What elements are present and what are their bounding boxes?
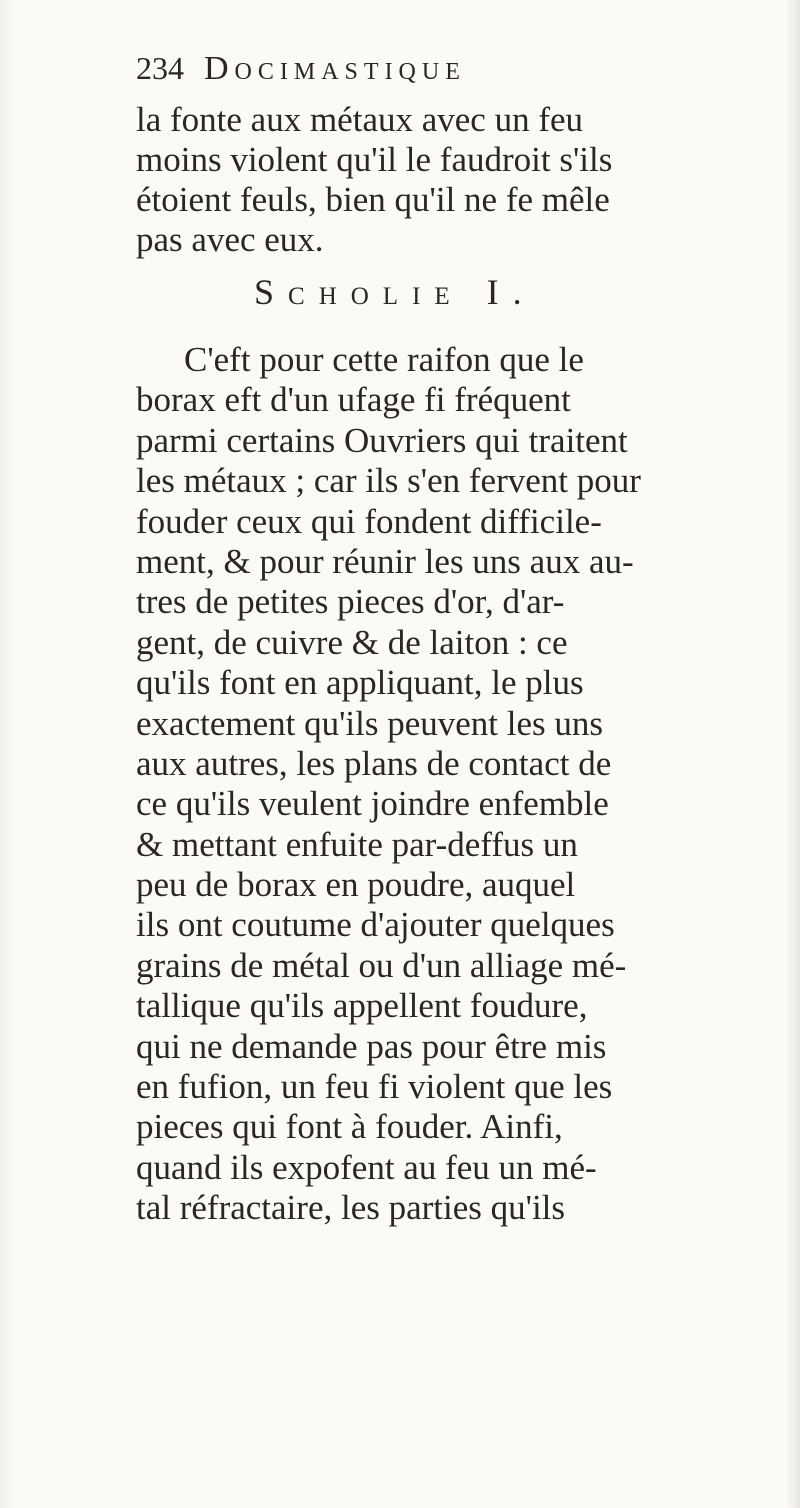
page-number: 234 <box>136 50 184 86</box>
section-heading: Scholie I. <box>254 272 536 312</box>
text-line: ce qu'ils veulent joindre enfemble <box>136 784 609 824</box>
text-line: C'eft pour cette raifon que le <box>184 340 584 379</box>
text-line: qui ne demande pas pour être mis <box>136 1026 607 1066</box>
text-line: la fonte aux métaux avec un feu <box>136 100 584 139</box>
paragraph-continued <box>136 100 786 260</box>
text-line: grains de métal ou d'un alliage mé- <box>136 945 627 985</box>
text-line: gent, de cuivre & de laiton : ce <box>136 622 568 662</box>
text-line: qu'ils font en appliquant, le plus <box>136 663 584 703</box>
running-head <box>136 48 466 89</box>
text-line: ils ont coutume d'ajouter quelques <box>136 905 615 945</box>
text-line: pas avec eux. <box>136 220 324 259</box>
text-line: moins violent qu'il le faudroit s'ils <box>136 140 613 179</box>
text-line: parmi certains Ouvriers qui traitent <box>136 420 628 460</box>
running-title: Docimastique <box>204 50 466 87</box>
text-line: peu de borax en poudre, auquel <box>136 865 576 905</box>
text-line: & mettant enfuite par-deffus un <box>136 824 578 864</box>
text-line: fouder ceux qui fondent difficile- <box>136 501 602 541</box>
text-line: étoient feuls, bien qu'il ne fe mêle <box>136 180 610 219</box>
paragraph-scholie <box>136 340 796 1229</box>
text-line: ment, & pour réunir les uns aux au- <box>136 541 634 581</box>
text-line: tal réfractaire, les parties qu'ils <box>136 1188 566 1228</box>
text-line: pieces qui font à fouder. Ainfi, <box>136 1107 563 1147</box>
text-line: tres de petites pieces d'or, d'ar- <box>136 582 565 622</box>
text-line: les métaux ; car ils s'en fervent pour <box>136 461 641 501</box>
text-line: quand ils expofent au feu un mé- <box>136 1147 597 1187</box>
text-line: tallique qu'ils appellent foudure, <box>136 986 588 1026</box>
text-line: exactement qu'ils peuvent les uns <box>136 703 604 743</box>
text-line: borax eft d'un ufage fi fréquent <box>136 380 571 420</box>
text-line: aux autres, les plans de contact de <box>136 743 612 783</box>
text-line: en fufion, un feu fi violent que les <box>136 1067 613 1107</box>
